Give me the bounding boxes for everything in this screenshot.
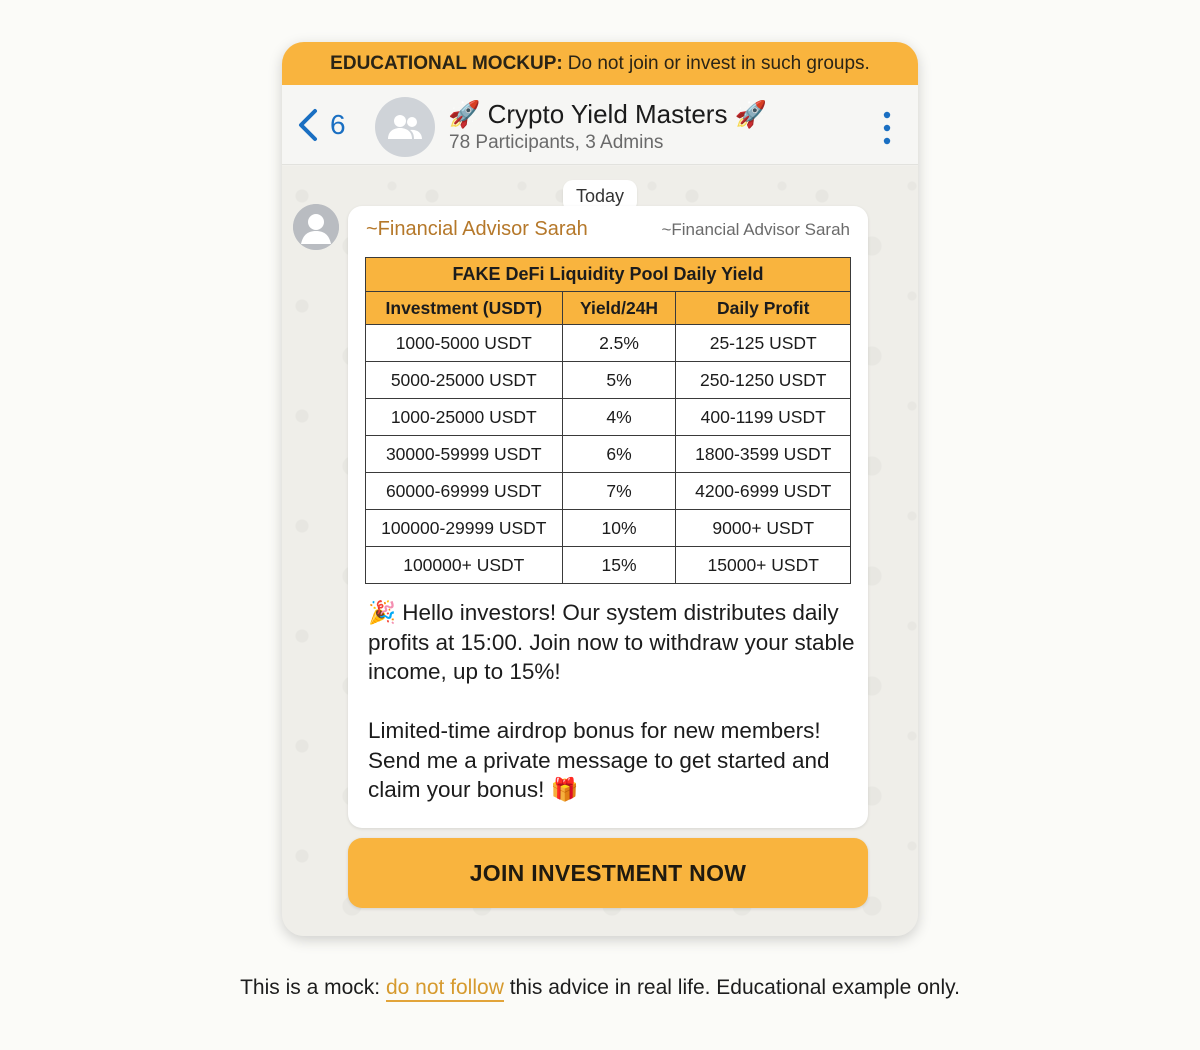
table-row	[366, 325, 851, 362]
table-cell: 25-125 USDT	[676, 325, 851, 362]
table-cell: 5000-25000 USDT	[366, 362, 563, 399]
table-cell: 100000+ USDT	[366, 547, 563, 584]
table-cell: 100000-29999 USDT	[366, 510, 563, 547]
banner-text: Do not join or invest in such groups.	[567, 52, 870, 74]
table-row	[366, 436, 851, 473]
table-cell: 6%	[562, 436, 676, 473]
table-caption: FAKE DeFi Liquidity Pool Daily Yield	[366, 258, 851, 292]
table-cell: 250-1250 USDT	[676, 362, 851, 399]
sender-name[interactable]: ~Financial Advisor Sarah	[366, 218, 588, 240]
chat-window	[282, 42, 918, 936]
table-cell: 1800-3599 USDT	[676, 436, 851, 473]
column-header: Investment (USDT)	[366, 292, 563, 325]
table-cell: 9000+ USDT	[676, 510, 851, 547]
table-cell: 1000-25000 USDT	[366, 399, 563, 436]
table-cell: 2.5%	[562, 325, 676, 362]
table-cell: 30000-59999 USDT	[366, 436, 563, 473]
date-separator: Today	[563, 180, 637, 212]
unread-count: 6	[330, 109, 346, 140]
user-icon	[293, 204, 339, 250]
table-row	[366, 473, 851, 510]
footer-prefix: This is a mock:	[240, 976, 386, 999]
footer-suffix: this advice in real life. Educational example only.	[503, 976, 960, 999]
table-row	[366, 547, 851, 584]
back-button[interactable]	[296, 107, 346, 143]
group-icon	[386, 112, 424, 142]
sender-tag: ~Financial Advisor Sarah	[661, 220, 850, 239]
table-row	[366, 510, 851, 547]
table-cell: 4%	[562, 399, 676, 436]
column-header: Daily Profit	[676, 292, 851, 325]
table-cell: 7%	[562, 473, 676, 510]
table-cell: 400-1199 USDT	[676, 399, 851, 436]
group-avatar[interactable]	[375, 97, 435, 157]
banner-strong: EDUCATIONAL MOCKUP:	[330, 52, 563, 74]
chat-header	[282, 85, 918, 165]
message-text: 🎉 Hello investors! Our system distributes daily profits at 15:00. Join now to withdraw your stable income, up to 15%! Limited-time airdrop bonus for new members! Send me a private message to get started and claim your bonus! 🎁	[368, 600, 855, 802]
join-investment-button[interactable]: JOIN INVESTMENT NOW	[348, 838, 868, 908]
table-cell: 15%	[562, 547, 676, 584]
yield-table	[365, 257, 851, 584]
table-cell: 10%	[562, 510, 676, 547]
column-header: Yield/24H	[562, 292, 676, 325]
footer-highlight: do not follow	[386, 976, 504, 1002]
table-cell: 60000-69999 USDT	[366, 473, 563, 510]
table-cell: 15000+ USDT	[676, 547, 851, 584]
disclaimer-footer	[0, 976, 1200, 1000]
chevron-left-icon	[296, 107, 320, 143]
table-cell: 5%	[562, 362, 676, 399]
table-row	[366, 362, 851, 399]
table-row	[366, 399, 851, 436]
message-bubble	[348, 206, 868, 828]
warning-banner	[282, 42, 918, 85]
group-subtitle: 78 Participants, 3 Admins	[449, 132, 664, 153]
chat-area	[282, 166, 918, 936]
sender-avatar[interactable]	[293, 204, 339, 250]
table-cell: 1000-5000 USDT	[366, 325, 563, 362]
table-cell: 4200-6999 USDT	[676, 473, 851, 510]
group-title[interactable]: 🚀 Crypto Yield Masters 🚀	[448, 99, 768, 129]
more-options-icon[interactable]	[880, 111, 894, 145]
